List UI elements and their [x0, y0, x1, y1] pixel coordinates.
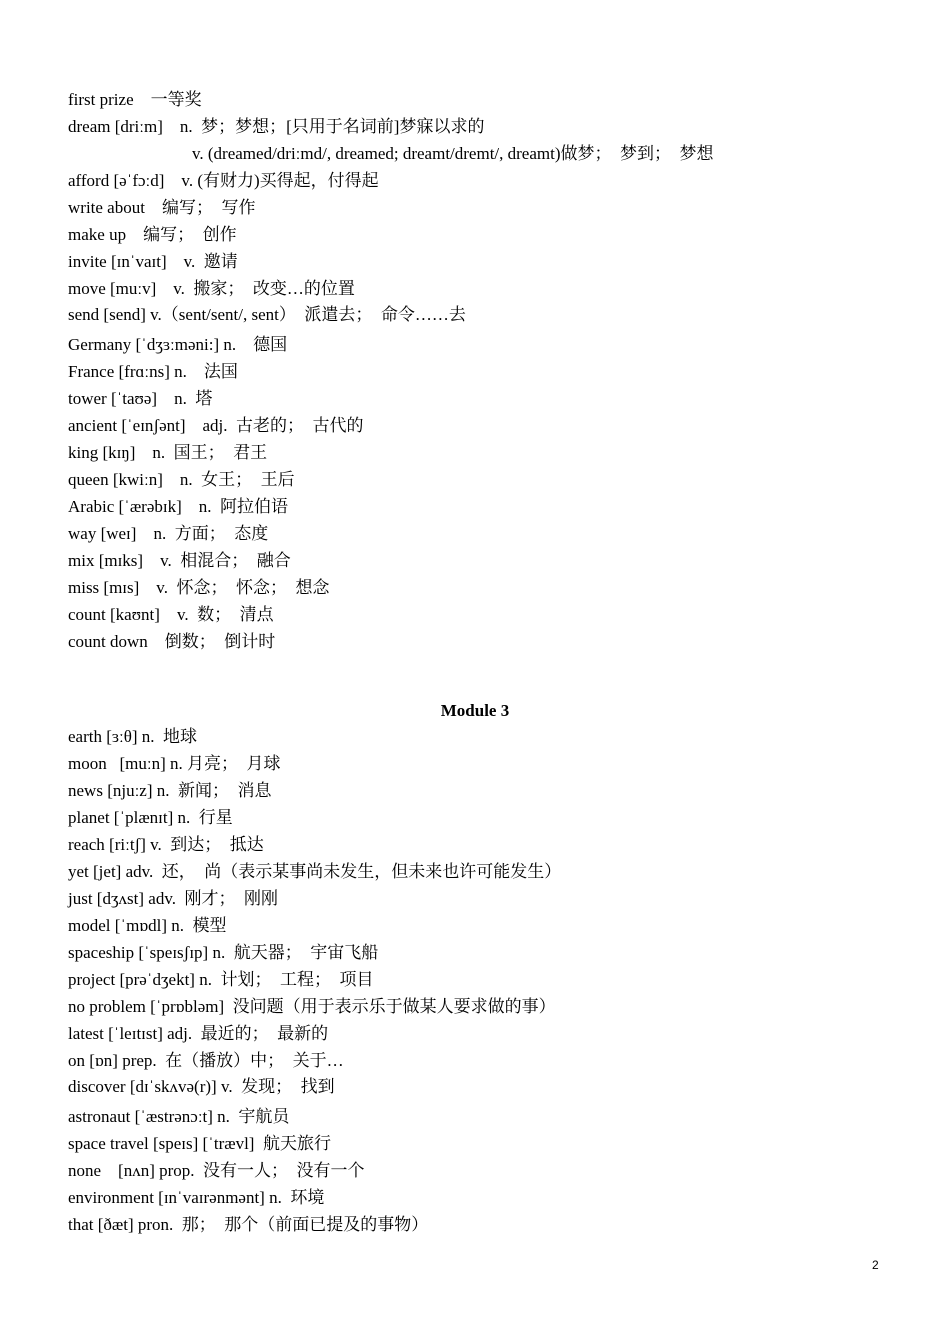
vocab-entry-news: news [njuːz] n. 新闻； 消息 [68, 781, 272, 800]
vocab-entry-king: king [kɪŋ] n. 国王； 君王 [68, 443, 268, 462]
vocab-entry-reach: reach [riːtʃ] v. 到达； 抵达 [68, 835, 264, 854]
vocab-entry-invite: invite [ɪnˈvaɪt] v. 邀请 [68, 252, 238, 271]
vocab-entry-send: send [send] v.（sent/sent/, sent） 派遣去； 命令……去 [68, 305, 466, 324]
vocab-entry-way: way [weɪ] n. 方面； 态度 [68, 524, 269, 543]
vocab-entry-moon: moon [muːn] n. 月亮； 月球 [68, 754, 281, 773]
vocab-entry-queen: queen [kwiːn] n. 女王； 王后 [68, 470, 295, 489]
vocab-entry-tower: tower [ˈtaʊə] n. 塔 [68, 389, 213, 408]
module-heading: Module 3 [440, 701, 510, 720]
vocab-entry-move: move [muːv] v. 搬家； 改变…的位置 [68, 279, 355, 298]
vocab-entry-first-prize: first prize 一等奖 [68, 90, 202, 109]
vocab-entry-arabic: Arabic [ˈærəbɪk] n. 阿拉伯语 [68, 497, 289, 516]
vocab-entry-france: France [frɑːns] n. 法国 [68, 362, 238, 381]
vocab-entry-model: model [ˈmɒdl] n. 模型 [68, 916, 227, 935]
vocab-entry-yet: yet [jet] adv. 还， 尚（表示某事尚未发生，但未来也许可能发生） [68, 862, 562, 881]
vocab-entry-space-travel: space travel [speɪs] [ˈtrævl] 航天旅行 [68, 1134, 331, 1153]
vocab-entry-germany: Germany [ˈdʒɜːməni:] n. 德国 [68, 335, 288, 354]
vocab-entry-afford: afford [əˈfɔːd] v. (有财力)买得起，付得起 [68, 171, 379, 190]
vocab-entry-latest: latest [ˈleɪtɪst] adj. 最近的； 最新的 [68, 1024, 329, 1043]
page-number: 2 [872, 1258, 879, 1272]
vocab-entry-count-down: count down 倒数； 倒计时 [68, 632, 276, 651]
vocab-entry-miss: miss [mɪs] v. 怀念； 怀念； 想念 [68, 578, 330, 597]
vocab-entry-spaceship: spaceship [ˈspeɪsʃɪp] n. 航天器； 宇宙飞船 [68, 943, 379, 962]
vocab-entry-dream: dream [driːm] n. 梦；梦想；[只用于名词前]梦寐以求的 [68, 117, 485, 136]
vocab-entry-discover: discover [dɪˈskʌvə(r)] v. 发现； 找到 [68, 1077, 335, 1096]
vocab-entry-that: that [ðæt] pron. 那； 那个（前面已提及的事物） [68, 1215, 429, 1234]
vocab-entry-ancient: ancient [ˈeɪnʃənt] adj. 古老的； 古代的 [68, 416, 364, 435]
vocab-entry-planet: planet [ˈplænɪt] n. 行星 [68, 808, 233, 827]
vocab-entry-just: just [dʒʌst] adv. 刚才； 刚刚 [68, 889, 278, 908]
vocab-entry-dream-verb: v. (dreamed/driːmd/, dreamed; dreamt/dremt/, dreamt)做梦； 梦到； 梦想 [192, 144, 714, 163]
vocab-entry-astronaut: astronaut [ˈæstrənɔːt] n. 宇航员 [68, 1107, 290, 1126]
vocab-entry-mix: mix [mɪks] v. 相混合； 融合 [68, 551, 291, 570]
vocab-entry-none: none [nʌn] prop. 没有一人； 没有一个 [68, 1161, 365, 1180]
vocab-entry-write-about: write about 编写； 写作 [68, 198, 256, 217]
vocab-entry-project: project [prəˈdʒekt] n. 计划； 工程； 项目 [68, 970, 374, 989]
vocab-entry-make-up: make up 编写； 创作 [68, 225, 237, 244]
vocab-entry-no-problem: no problem [ˈprɒbləm] 没问题（用于表示乐于做某人要求做的事） [68, 997, 556, 1016]
vocab-entry-environment: environment [ɪnˈvaɪrənmənt] n. 环境 [68, 1188, 325, 1207]
vocab-entry-on: on [ɒn] prep. 在（播放）中； 关于… [68, 1051, 344, 1070]
vocab-entry-count: count [kaʊnt] v. 数； 清点 [68, 605, 274, 624]
vocab-entry-earth: earth [ɜːθ] n. 地球 [68, 727, 198, 746]
